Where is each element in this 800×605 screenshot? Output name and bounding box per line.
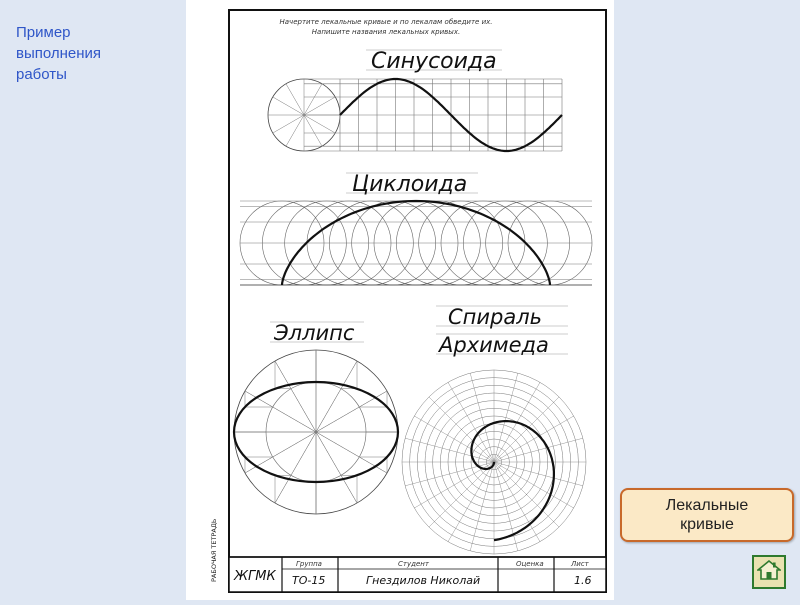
slide-caption xyxy=(16,22,176,85)
college-code: ЖГМК xyxy=(234,569,276,584)
instruction-line-2: Напишите названия лекальных кривых. xyxy=(311,28,461,36)
slide-caption-line: выполнения xyxy=(16,45,102,62)
grade-header: Оценка xyxy=(516,560,544,568)
topic-button-line: Лекальные xyxy=(665,497,749,514)
topic-button[interactable] xyxy=(620,488,794,542)
side-label: РАБОЧАЯ ТЕТРАДЬ xyxy=(210,518,218,582)
sheet-header: Лист xyxy=(571,560,589,568)
spiral-title-line-1: Спираль xyxy=(448,305,543,329)
student-value: Гнездилов Николай xyxy=(366,574,481,587)
sine-drawing xyxy=(268,79,562,151)
drawing-svg xyxy=(186,0,614,600)
sine-title: Синусоида xyxy=(371,49,497,74)
sheet-value: 1.6 xyxy=(574,574,592,587)
cycloid-title: Циклоида xyxy=(352,172,468,197)
cycloid-drawing xyxy=(240,201,592,285)
slide-caption-line: Пример xyxy=(16,24,71,41)
spiral-drawing xyxy=(402,370,586,554)
student-header: Студент xyxy=(398,560,429,568)
drawing-sheet xyxy=(186,0,614,600)
slide-caption-line: работы xyxy=(16,66,67,83)
group-header: Группа xyxy=(296,560,322,568)
ellipse-title: Эллипс xyxy=(274,321,355,345)
left-panel xyxy=(0,0,186,600)
group-value: ТО-15 xyxy=(292,574,326,587)
ellipse-drawing xyxy=(234,350,398,514)
home-button[interactable] xyxy=(752,555,786,589)
home-icon xyxy=(757,559,781,586)
instruction-line-1: Начертите лекальные кривые и по лекалам обведите их. xyxy=(279,18,493,26)
spiral-title-line-2: Архимеда xyxy=(439,333,549,357)
topic-button-line: кривые xyxy=(680,516,734,533)
sheet-frame xyxy=(229,10,606,592)
